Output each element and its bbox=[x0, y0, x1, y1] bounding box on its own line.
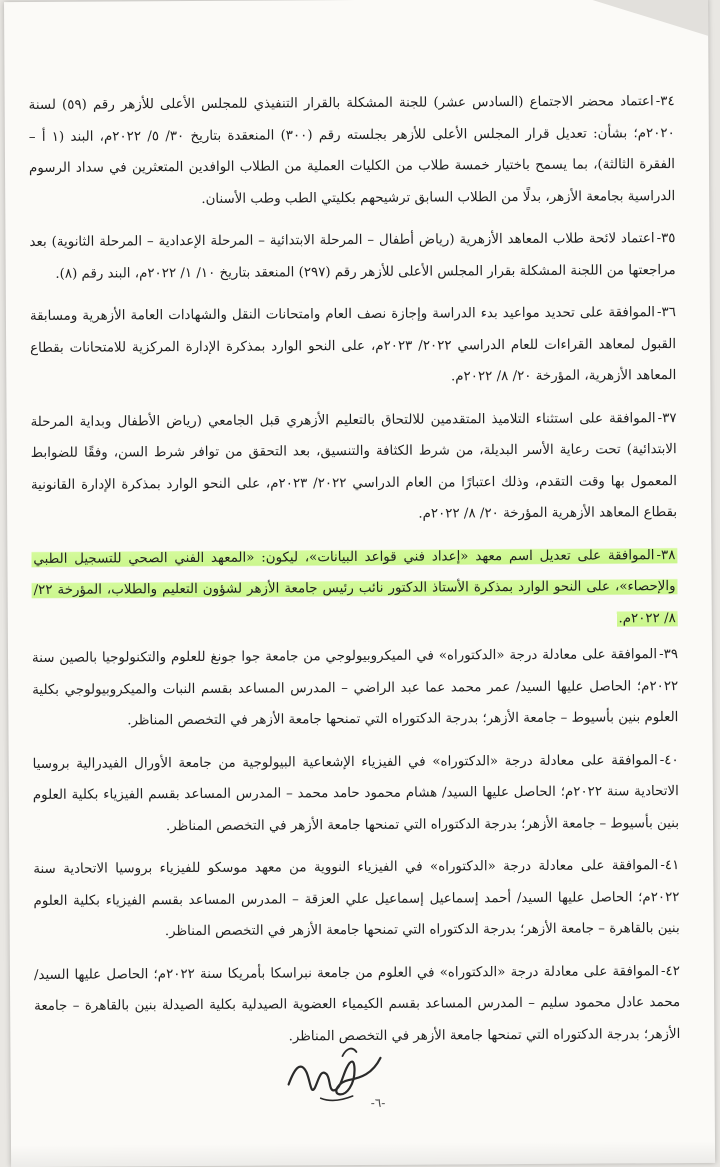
decision-number: ٣٦- bbox=[656, 305, 676, 321]
decision-number: ٤٠- bbox=[659, 752, 679, 768]
decision-item-35 bbox=[29, 223, 675, 290]
decision-item-36 bbox=[30, 297, 677, 395]
decision-number: ٣٤- bbox=[655, 94, 675, 110]
decision-item-34 bbox=[29, 86, 676, 216]
decision-text: الموافقة على تحديد مواعيد بدء الدراسة وإجازة نصف العام وامتحانات النقل والشهادات العامة الأزهرية ومسابقة القبول لمعاهد القراءات للعام الدراسي ٢٠٢٢/ ٢٠٢٣م، على النحو الوارد بمذكرة الإدارة المركزية للامتحانات بقطاع المعاهد الأزهرية، المؤرخة ٢٠/ ٨/ ٢٠٢٢م. bbox=[29, 305, 677, 385]
decision-item-39 bbox=[32, 639, 679, 737]
decision-text: الموافقة على معادلة درجة «الدكتوراه» في الفيزياء الإشعاعية البيولوجية من جامعة الأورال الفيدرالية بروسيا الاتحادية سنة ٢٠٢٢م؛ الحاصل عليها السيد/ هشام محمود حامد محمد – المدرس المساعد بقسم الفيزياء بكلية العلوم بنين بأسيوط – جامعة الأزهر؛ بدرجة الدكتوراه التي تمنحها جامعة الأزهر في التخصص المناظر. bbox=[32, 752, 680, 834]
decision-text: الموافقة على معادلة درجة «الدكتوراه» في الميكروبيولوجي من جامعة جوا جونغ للعلوم والتكنولوجيا بالصين سنة ٢٠٢٢م؛ الحاصل عليها السيد/ عمر محمد عما عبد الراضي – المدرس المساعد بقسم النبات والميكروبيولوجي بكلية العلوم بنين بأسيوط – جامعة الأزهر؛ بدرجة الدكتوراه التي تمنحها جامعة الأزهر في التخصص المناظر. bbox=[31, 647, 679, 729]
decision-number: ٣٨- bbox=[656, 547, 676, 563]
decision-item-40 bbox=[33, 745, 680, 843]
decision-number: ٣٧- bbox=[657, 410, 677, 426]
decision-number: ٣٩- bbox=[659, 647, 679, 663]
decision-text: الموافقة على معادلة درجة «الدكتوراه» في الفيزياء النووية من معهد موسكو للفيزياء بروسيا الاتحادية سنة ٢٠٢٢م؛ الحاصل عليها السيد/ أحمد إسماعيل إسماعيل علي العزقة – المدرس المساعد بقسم الفيزياء بكلية العلوم بنين بالقاهرة – جامعة الأزهر؛ بدرجة الدكتوراه التي تمنحها جامعة الأزهر في التخصص المناظر. bbox=[33, 858, 680, 940]
decisions-list bbox=[29, 86, 681, 1065]
decision-item-37 bbox=[30, 403, 677, 533]
decision-text: الموافقة على استثناء التلاميذ المتقدمين للالتحاق بالتعليم الأزهري قبل الجامعي (رياض الأطفال وبداية المرحلة الابتدائية) تحت رعاية الأسر البديلة، من شرط الكثافة والتنسيق، بعد التحقق من توافر شرط السن، وفقًا للضوابط المعمول بها وقت التقدم، وذلك اعتبارًا من العام الدراسي ٢٠٢٢/ ٢٠٢٣م، على النحو الوارد بمذكرة الإدارة القانونية بقطاع المعاهد الأزهرية المؤرخة ٢٠/ ٨/ ٢٠٢٢م. bbox=[30, 410, 678, 522]
highlight-marker bbox=[31, 546, 677, 628]
decision-item-38-highlighted bbox=[31, 540, 678, 638]
decision-number: ٣٥- bbox=[656, 231, 676, 247]
decision-text: اعتماد لائحة طلاب المعاهد الأزهرية (رياض أطفال – المرحلة الابتدائية – المرحلة الإعدادية – المرحلة الثانوية) بعد مراجعتها من اللجنة المشكلة بقرار المجلس الأعلى للأزهر رقم (٢٩٧) المنعقد بتاريخ ١٠/ ١/ ٢٠٢٢م، البند رقم (٨). bbox=[29, 231, 676, 282]
decision-text: اعتماد محضر الاجتماع (السادس عشر) للجنة المشكلة بالقرار التنفيذي للمجلس الأعلى للأزهر رقم (٥٩) لسنة ٢٠٢٠م؛ بشأن: تعديل قرار المجلس الأعلى للأزهر بجلسته رقم (٣٠٠) المنعقدة بتاريخ ٣٠/ ٥/ ٢٠٢٢م، البند (١ أ – الفقرة الثالثة)، بما يسمح باختيار خمسة طلاب من الكليات العملية من الطلاب الوافدين المتعثرين في سداد الرسوم الدراسية بجامعة الأزهر، بدلًا من الطلاب السابق ترشيحهم بكليتي الطب وطب الأسنان. bbox=[28, 94, 676, 207]
page-number: -٦- bbox=[370, 1095, 386, 1110]
document-page bbox=[4, 0, 715, 1167]
decision-number: ٤٢- bbox=[660, 963, 680, 979]
page-corner-fold bbox=[588, 0, 708, 37]
page-footer bbox=[10, 1036, 715, 1150]
page-bottom-shadow bbox=[11, 1141, 715, 1167]
decision-number: ٤١- bbox=[660, 858, 680, 874]
decision-text: الموافقة على معادلة درجة «الدكتوراه» في العلوم من جامعة نبراسكا بأمريكا سنة ٢٠٢٢م؛ الحاصل عليها السيد/ محمد عادل محمود سليم – المدرس المساعد بقسم الكيمياء العضوية الصيدلية بكلية الصيدلة بنين بالقاهرة – جامعة الأزهر؛ بدرجة الدكتوراه التي تمنحها جامعة الأزهر في التخصص المناظر. bbox=[33, 963, 681, 1044]
decision-text: الموافقة على تعديل اسم معهد «إعداد فني قواعد البيانات»، ليكون: «المعهد الفني الصحي للتسجيل الطبي والإحصاء»، على النحو الوارد بمذكرة الأستاذ الدكتور نائب رئيس جامعة الأزهر لشؤون التعليم والطلاب، المؤرخة ٢٢/ ٨/ ٢٠٢٢م. bbox=[33, 547, 676, 626]
decision-item-41 bbox=[33, 850, 680, 948]
